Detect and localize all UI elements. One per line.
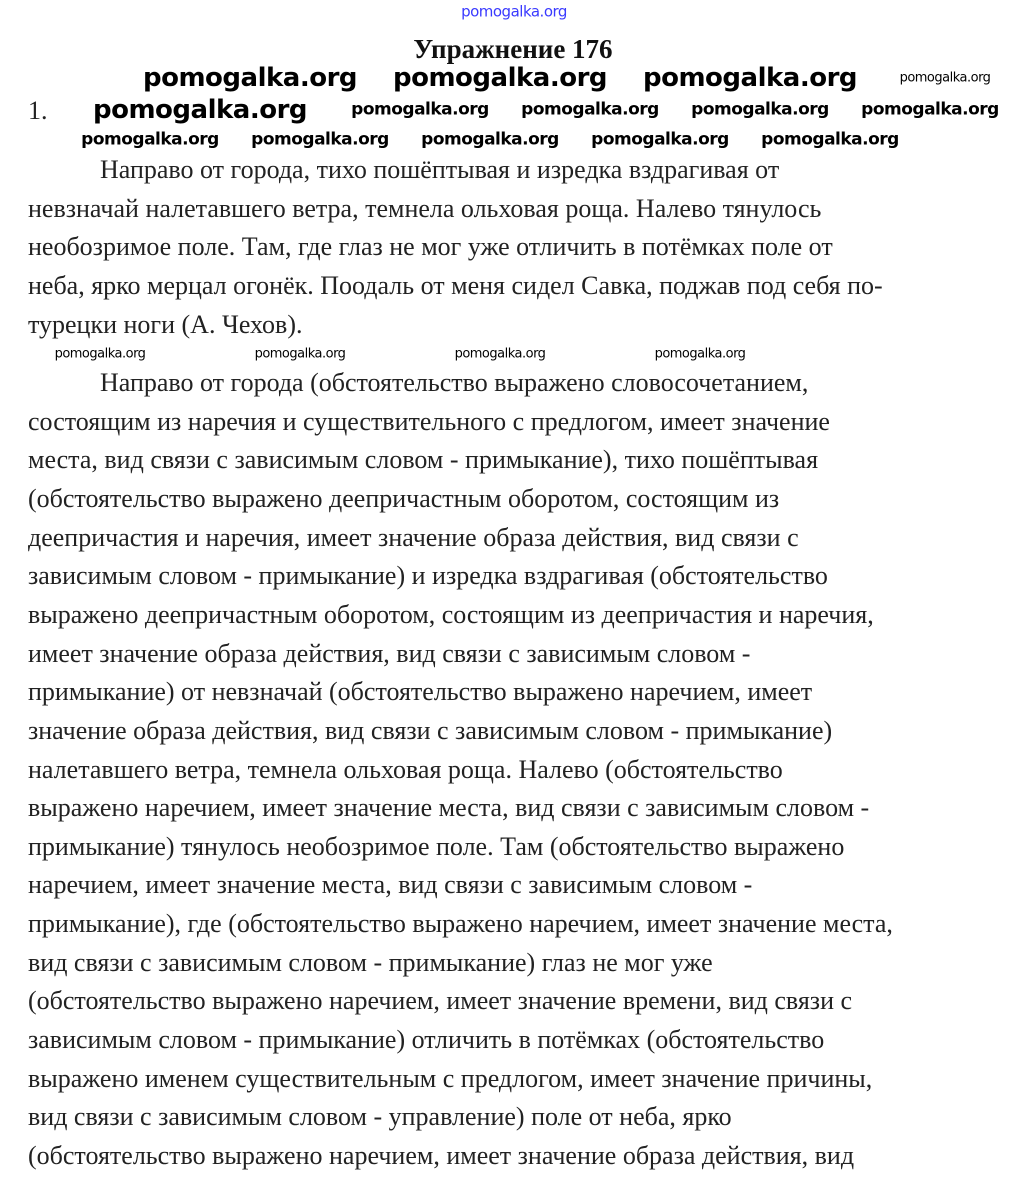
watermark: pomogalka.org (251, 129, 389, 150)
exercise-title: Упражнение 176 (413, 34, 613, 64)
watermark: pomogalka.org (254, 346, 346, 362)
text-line: выражено именем существительным с предлогом, имеет значение причины, (28, 1063, 873, 1093)
text-line: места, вид связи с зависимым словом - примыкание), тихо пошёптывая (28, 445, 819, 475)
text-line: невзначай налетавшего ветра, темнела ольховая роща. Налево тянулось (28, 193, 822, 223)
watermark: pomogalka.org (899, 70, 991, 86)
watermark: pomogalka.org (461, 2, 567, 21)
text-line: выражено деепричастным оборотом, состоящим из деепричастия и наречия, (28, 599, 874, 629)
text-line: вид связи с зависимым словом - примыкание) глаз не мог уже (28, 947, 713, 977)
text-line: имеет значение образа действия, вид связи с зависимым словом - (28, 638, 751, 668)
watermark: pomogalka.org (521, 99, 659, 120)
text-line: значение образа действия, вид связи с зависимым словом - примыкание) (28, 715, 833, 745)
watermark: pomogalka.org (861, 99, 999, 120)
text-line: (обстоятельство выражено деепричастным оборотом, состоящим из (28, 483, 780, 513)
watermark: pomogalka.org (142, 63, 358, 93)
text-line: вид связи с зависимым словом - управление) поле от неба, ярко (28, 1102, 732, 1132)
text-line: (обстоятельство выражено наречием, имеет значение времени, вид связи с (28, 986, 853, 1016)
text-line: Направо от города (обстоятельство выражено словосочетанием, (100, 368, 809, 397)
watermark: pomogalka.org (642, 63, 858, 93)
watermark: pomogalka.org (654, 346, 746, 362)
text-line: Направо от города, тихо пошёптывая и изредка вздрагивая от (100, 155, 780, 184)
text-line: налетавшего ветра, темнела ольховая роща. Налево (обстоятельство (28, 754, 783, 784)
text-line: необозримое поле. Там, где глаз не мог уже отличить в потёмках поле от (28, 232, 833, 262)
text-line: примыкание) тянулось необозримое поле. Там (обстоятельство выражено (28, 831, 845, 861)
watermark: pomogalka.org (81, 129, 219, 150)
text-line: примыкание), где (обстоятельство выражено наречием, имеет значение места, (28, 909, 893, 939)
text-line: деепричастия и наречия, имеет значение образа действия, вид связи с (28, 522, 799, 552)
text-line: примыкание) от невзначай (обстоятельство выражено наречием, имеет (28, 677, 813, 707)
watermark: pomogalka.org (392, 63, 608, 93)
text-line: зависимым словом - примыкание) отличить в потёмках (обстоятельство (28, 1025, 825, 1055)
watermark: pomogalka.org (421, 129, 559, 150)
text-line: (обстоятельство выражено наречием, имеет значение образа действия, вид (28, 1141, 855, 1170)
text-line: состоящим из наречия и существительного с предлогом, имеет значение (28, 406, 830, 436)
watermark: pomogalka.org (454, 346, 546, 362)
text-line: наречием, имеет значение места, вид связи с зависимым словом - (28, 870, 753, 900)
watermark: pomogalka.org (54, 346, 146, 362)
text-line: выражено наречием, имеет значение места, вид связи с зависимым словом - (28, 793, 870, 823)
watermark: pomogalka.org (591, 129, 729, 150)
watermark: pomogalka.org (351, 99, 489, 120)
watermark: pomogalka.org (691, 99, 829, 120)
text-line: неба, ярко мерцал огонёк. Поодаль от меня сидел Савка, поджав под себя по- (28, 271, 883, 301)
text-line: зависимым словом - примыкание) и изредка вздрагивая (обстоятельство (28, 561, 828, 591)
watermark: pomogalka.org (92, 95, 308, 125)
item-number: 1. (28, 96, 48, 125)
text-line: турецки ноги (А. Чехов). (28, 309, 303, 339)
watermark: pomogalka.org (761, 129, 899, 150)
